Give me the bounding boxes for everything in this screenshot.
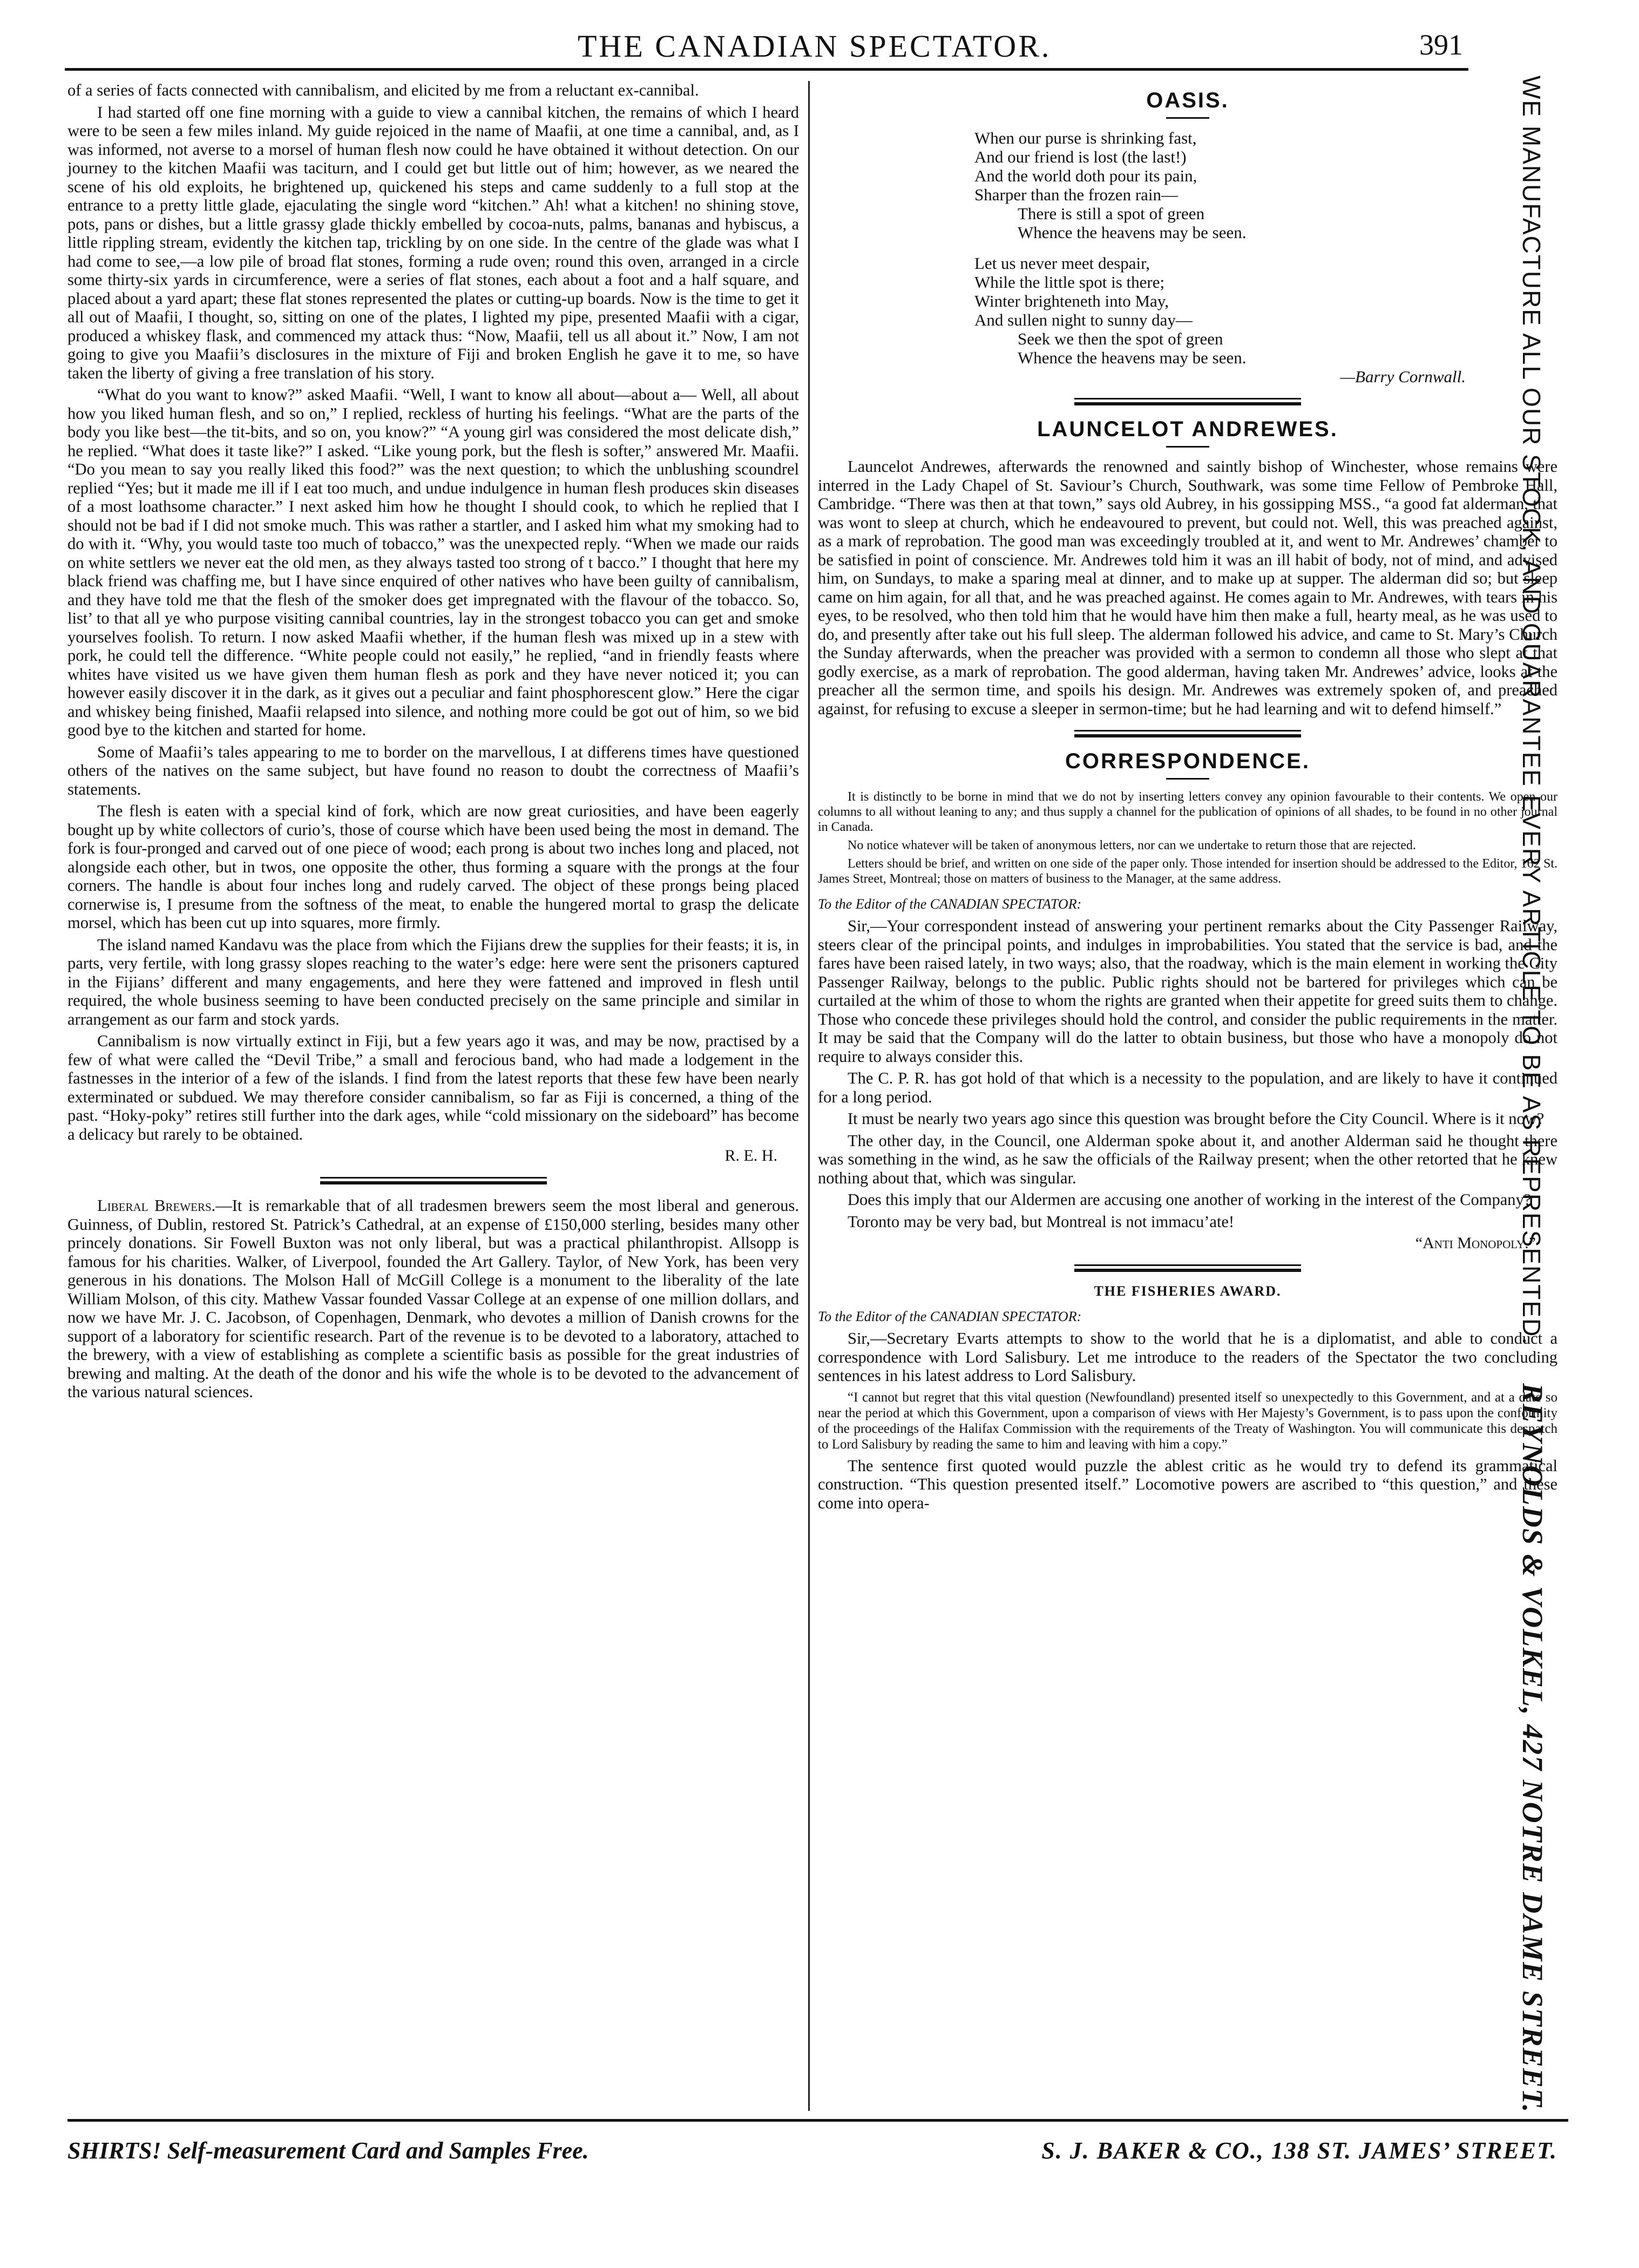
fisheries-intro: Sir,—Secretary Evarts attempts to show to the world that he is a diplomatist, and able to conduct a correspondence with Lord Salisbury. Let me introduce to the readers of the Spectator the two concluding sentences in his latest address to Lord Salisbury. [818,1329,1557,1385]
poem-line: Winter brighteneth into May, [974,292,1169,310]
correspondence-title: CORRESPONDENCE. [1065,749,1310,773]
page-number: 391 [1419,29,1463,61]
ad-guarantee-text: WE MANUFACTURE ALL OUR STOCK, AND GUARANTEE EVERY ARTICLE TO BE AS REPRESENTED. [1518,76,1546,1346]
article-paragraph: The island named Kandavu was the place from which the Fijians drew the supplies for their feasts; it is, in parts, very fertile, with long grassy slopes reaching to the water’s edge: here were sent the prisoners captured in the Fijians’ different and many engagements, and here they were fattened and improved in flesh until required, the whole business seeming to have been conducted precisely on the same principle and similar in arrangement as our farm and stock yards. [67,935,799,1028]
fisheries-quote: “I cannot but regret that this vital question (Newfoundland) presented itself so unexpectedly to this Government, and at a date so near the period at which this Government, upon a comparison of views with Her Majesty’s Government, is to pass upon the conformity of the proceedings of the Halifax Commission with the requirements of the Treaty of Washington. You will communicate this despatch to Lord Salisbury by reading the same to him and leaving with him a copy.” [818,1390,1557,1452]
masthead-title: THE CANADIAN SPECTATOR. [578,29,1052,64]
letter-paragraph: Toronto may be very bad, but Montreal is not immacu’ate! [848,1212,1235,1231]
oasis-poem [974,128,1557,386]
poem-line: When our purse is shrinking fast, [974,128,1197,147]
page-header [65,27,1468,70]
letter-salutation: To the Editor of the CANADIAN SPECTATOR: [818,896,1082,912]
article-paragraph: Some of Maafii’s tales appearing to me to border on the marvellous, I at differens times have questioned others of the natives on the same subject, but have found no reason to doubt the correctness of Maafii’s statements. [67,742,799,798]
letter-signature: “Anti Monopoly.” [1415,1234,1536,1252]
editorial-notice: It is distinctly to be borne in mind that we do not by inserting letters convey any opinion favourable to their contents. We open our columns to all without leaning to any; and thus supply a channel for the publication of opinions of all shades, to be found in no other journal in Canada. [818,790,1557,834]
title-rule [1166,778,1209,780]
brewers-lead: Liberal Brewers. [97,1196,216,1215]
poem-line: There is still a spot of green [1018,204,1205,223]
right-column [818,81,1557,1515]
fisheries-closing: The sentence first quoted would puzzle the ablest critic as he would try to defend its grammatical construction. “This question presented itself.” Locomotive powers are ascribed to “this question,” and these come into opera- [818,1456,1557,1512]
letter-salutation: To the Editor of the CANADIAN SPECTATOR: [818,1309,1082,1324]
vertical-advertisement [1495,76,1549,2116]
andrewes-text: Launcelot Andrewes, afterwards the renowned and saintly bishop of Winchester, whose remains were interred in the Lady Chapel of St. Saviour’s Church, Southwark, was some time Fellow of Pembroke Hall, Cambridge. “There was then at that town,” says old Aubrey, in his gossipping MSS., “a good fat alderman, that was wont to sleep at church, which he endeavoured to prevent, but could not. Well, this was preached against, as a mark of reprobation. The good man was exceedingly troubled at it, and went to Mr. Andrewes’ chamber to be satisfied in point of conscience. Mr. Andrewes told him it was an ill habit of body, not of mind, and advised him, on Sundays, to make a sparing meal at dinner, and to make up at supper. The alderman did so; but sleep came on him again, for all that, and he was preached against. He comes again to Mr. Andrewes, with tears in his eyes, to be resolved, who then told him that he would have him then make a full, hearty meal, as he was used to do, and presently after take out his full sleep. The alderman followed his advice, and came to St. Mary’s Church the Sunday afterwards, when the preacher was provided with a sermon to condemn all those who slept at that godly exercise, as a mark of reprobation. The good alderman, having taken Mr. Andrewes’ advice, looks at the preacher all the sermon time, and spoils his design. Mr. Andrewes was extremely spoken of, and preached against, for refusing to excuse a sleeper in sermon-time; but he had learning and wit to defend himself.” [818,457,1557,718]
poem-author: —Barry Cornwall. [1340,367,1466,386]
article-signature: R. E. H. [724,1147,777,1165]
article-paragraph: I had started off one fine morning with a guide to view a cannibal kitchen, the remains of which I heard were to be seen a few miles inland. My guide rejoiced in the name of Maafii, at one time a cannibal, and, as I was informed, not averse to a morsel of human flesh now could he have obtained it without detection. On our journey to the kitchen Maafii was taciturn, and I could get but little out of him; however, as we neared the scene of his old exploits, he brightened up, quickened his steps and came suddenly to a full stop at the entrance to a pretty little glade, ejaculating the single word “kitchen.” Ah! what a kitchen! no shining stove, pots, pans or dishes, but a little grassy glade thickly embelled by cocoa-nuts, palms, bananas and hybiscus, a little rippling stream, evidently the kitchen tap, trickling by on one side. In the centre of the glade was what I had come to see,—a low pile of broad flat stones, forming a rude oven; round this oven, arranged in a circle some thirty-six yards in circumference, were a series of flat stones, each about a foot and a half square, and placed about a yard apart; these flat stones represented the plates or cutting-up boards. Now is the time to get it all out of Maafii, I thought, so, sitting on one of the plates, I lighted my pipe, presented Maafii with a cigar, produced a whiskey flask, and commenced my attack thus: “Now, Maafii, tell us all about it.” Now, I am not going to give you Maafii’s disclosures in the mixture of Fiji and broken English he gave it to me, so have taken the liberty of giving a free translation of his story. [67,103,799,382]
article-paragraph: Cannibalism is now virtually extinct in Fiji, but a few years ago it was, and may be now, practised by a few of what were called the “Devil Tribe,” a small and ferocious band, who had made a lodgement in the fastnesses in the interior of a few of the islands. I find from the latest reports that these few have been nearly exterminated or subdued. We may therefore consider cannibalism, so far as Fiji is concerned, a thing of the past. “Hoky-poky” retires still further into the dark ages, while “cold missionary on the sideboard” has become a delicacy but rarely to be obtained. [67,1032,799,1143]
letter-paragraph: The other day, in the Council, one Alderman spoke about it, and another Alderman said he thought there was something in the wind, as he saw the officials of the Railway present; when the other retorted that he knew nothing about that, which was singular. [818,1131,1557,1187]
andrewes-title: LAUNCELOT ANDREWES. [1037,417,1338,441]
title-rule [1166,117,1209,119]
poem-line: And sullen night to sunny day— [974,310,1193,329]
footer-shirts-ad: SHIRTS! Self-measurement Card and Samples Free. [67,2137,589,2164]
poem-line: Seek we then the spot of green [1018,329,1223,348]
title-rule [1166,446,1209,448]
editorial-notice: No notice whatever will be taken of anonymous letters, nor can we undertake to return those that are rejected. [848,838,1416,852]
section-divider [1074,398,1301,405]
poem-line: Sharper than the frozen rain— [974,185,1179,204]
poem-line: Whence the heavens may be seen. [1018,348,1247,367]
letter-paragraph: Sir,—Your correspondent instead of answering your pertinent remarks about the City Passenger Railway, steers clear of the principal points, and indulges in improbabilities. You stated that the service is bad, and the fares have been raised lately, in two ways; also, that the roadway, which is the main element in working the City Passenger Railway, belongs to the public. Public rights should not be bartered for privileges which can be curtailed at the whim of those to whom the rights are granted when their appetite for greed suits them to change. Those who concede these privileges should hold the control, and consider the public requirements in the matter. It may be said that the Company will do the latter to obtain business, but those who have a monopoly do not require to always consider this. [818,917,1557,1066]
letter-paragraph: The C. P. R. has got hold of that which is a necessity to the population, and are likely to have it continued for a long period. [818,1069,1557,1106]
section-divider [320,1177,547,1184]
editorial-notice: Letters should be brief, and written on one side of the paper only. Those intended for insertion should be addressed to the Editor, 162 St. James Street, Montreal; those on matters of business to the Manager, at the same address. [818,857,1557,886]
left-column [67,81,799,1405]
article-paragraph: of a series of facts connected with cannibalism, and elicited by me from a reluctant ex-cannibal. [67,81,699,99]
letter-paragraph: Does this imply that our Aldermen are accusing one another of working in the interest of the Company? [848,1190,1532,1209]
cannibalism-article [67,81,799,1165]
brewers-text: —It is remarkable that of all tradesmen brewers seem the most liberal and generous. Guinness, of Dublin, restored St. Patrick’s Cathedral, at an expense of £150,000 sterling, besides many other princely donations. Sir Fowell Buxton was not only liberal, but was a practical philanthropist. Allsopp is famous for his charities. Walker, of Liverpool, founded the Art Gallery. Taylor, of New York, has been very generous in his donations. The Molson Hall of McGill College is a monument to the liberality of the late William Molson, of this city. Mathew Vassar founded Vassar College at an expense of one million dollars, and now we have Mr. J. C. Jacobson, of Copenhagen, Denmark, who devotes a million of Danish crowns for the support of a laboratory for scientific research. Part of the revenue is to be devoted to a laboratory, attached to the brewery, with a view of establishing as complete a scientific basis as possible for the great industries of brewing and malting. At the death of the donor and his wife the whole is to be devoted to the advancement of the various natural sciences. [67,1196,799,1401]
footer-company: S. J. BAKER & CO., 138 ST. JAMES’ STREET. [1041,2137,1557,2164]
footer-advertisement [67,2119,1568,2164]
fisheries-title: THE FISHERIES AWARD. [1094,1283,1282,1299]
poem-line: And the world doth pour its pain, [974,166,1197,185]
poem-line: Whence the heavens may be seen. [1018,223,1247,242]
ad-company-name: REYNOLDS & VOLKEL, 427 NOTRE DAME STREET. [1516,1383,1549,2114]
header-rule [65,68,1468,71]
poem-line: While the little spot is there; [974,273,1165,292]
poem-line: And our friend is lost (the last!) [974,147,1187,166]
brewers-article [67,1196,799,1402]
oasis-title: OASIS. [1146,89,1229,112]
article-paragraph: The flesh is eaten with a special kind of fork, which are now great curiosities, and have been eagerly bought up by white collectors of curio’s, those of course which have been used being the most in demand. The fork is four-pronged and carved out of one piece of wood; each prong is about two inches long and placed, not alongside each other, but in twos, one opposite the other, thus forming a square with the prongs at the four corners. The handle is about four inches long and rudely carved. The object of these prongs being placed cornerwise is, I presume from the softness of the meat, to enable the hungered mortal to grasp the delicate morsel, which has been cut up into squares, more firmly. [67,802,799,932]
letter-paragraph: It must be nearly two years ago since this question was brought before the City Council. Where is it now? [848,1109,1545,1128]
column-divider [808,81,810,2111]
article-paragraph: “What do you want to know?” asked Maafii. “Well, I want to know all about—about a— Well, all about how you liked human flesh, and so on,” I replied, reckless of hurting his feelings. “What are the parts of the body you like best—the tit-bits, and so on, you know?” “A young girl was considered the most delicate dish,” he replied. “What does it taste like?” I asked. “Like young pork, but the flesh is softer,” answered Mr. Maafii. “Do you mean to say you really liked this food?” was the next question; to which the unblushing scoundrel replied “Yes; but it made me ill if I eat too much, and undue indulgence in human flesh produces skin diseases of a most loathsome character.” I next asked him how he thought I should cook, to which he replied that I should not be bad if I did not smoke much. This was rather a startler, and I asked him what my smoking had to do with it. “Why, you would taste too much of tobacco,” was the unexpected reply. “When we made our raids on white settlers we never eat the old men, as they always tasted too strong of t bacco.” I thought that here my black friend was chaffing me, but I have since enquired of other natives who have been guilty of cannibalism, and they have told me that the flesh of the smoker does get impregnated with the flavour of the tobacco. So, list’ to that all ye who purpose visiting cannibal countries, lay in the strongest tobacco you can get and smoke yourselves foolish. To return. I now asked Maafii whether, if the human flesh was mixed up in a stew with pork, he could tell the difference. “White people could not easily,” he replied, “and in friendly feasts where whites have visited us we have given them human flesh as pork and they have never noticed it; you can however easily discover it in the dark, as it gives out a peculiar and faint phosphorescent glow.” Here the cigar and whiskey being finished, Maafii relapsed into silence, and nothing more could be got out of him, so we bid good bye to the kitchen and started for home. [67,385,799,739]
stanza-gap [974,242,1557,254]
section-divider [1074,730,1301,737]
poem-line: Let us never meet despair, [974,254,1150,273]
section-divider [1074,1264,1301,1272]
